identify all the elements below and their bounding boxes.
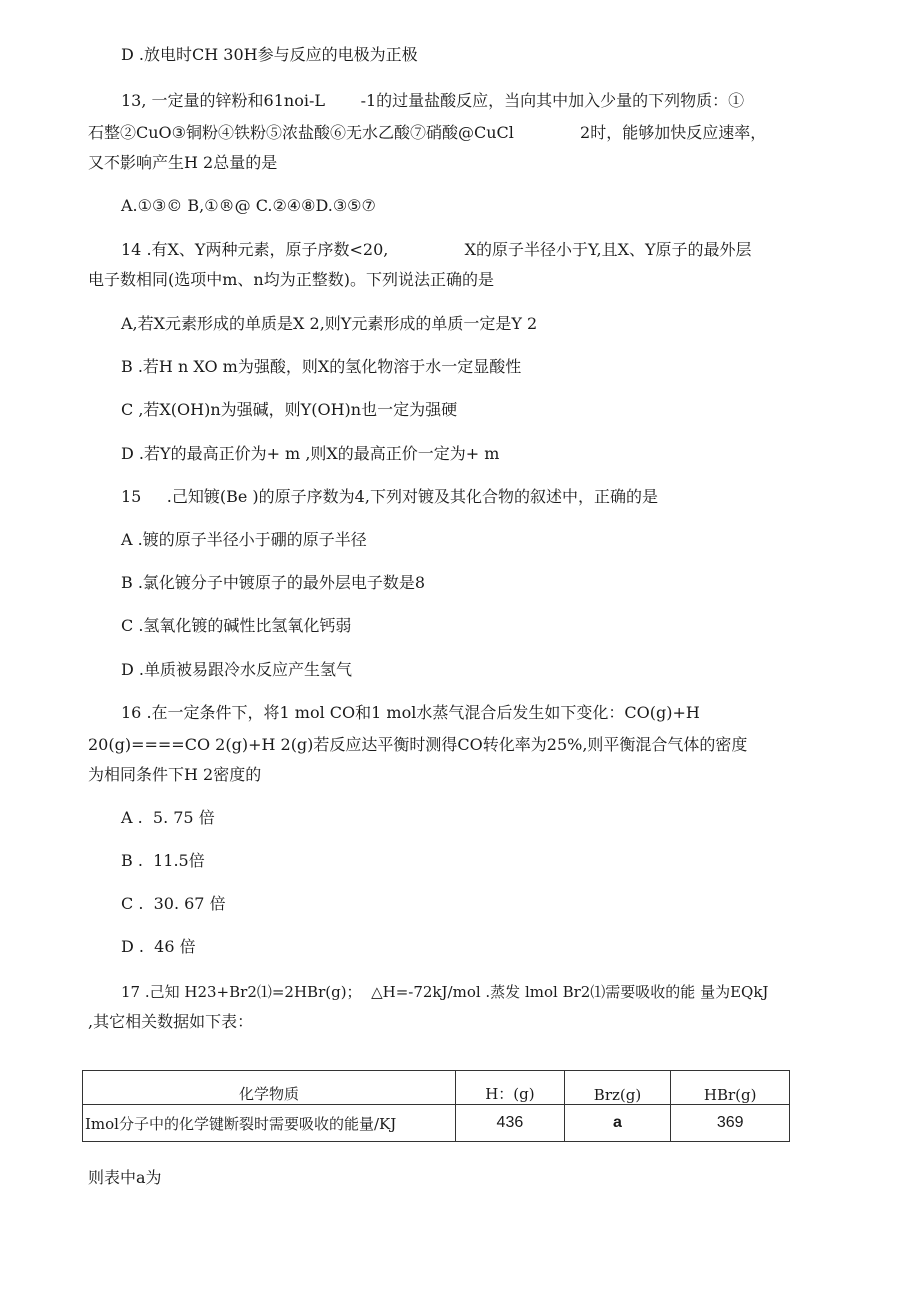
q12-option-d: D .放电时CH 30H参与反应的电极为正极 <box>121 45 418 64</box>
q13-options: A.①③© B,①®@ C.②④⑧D.③⑤⑦ <box>121 196 376 215</box>
q14-stem-line1: 14 .有X、Y两种元素，原子序数<20, X的原子半径小于Y,且X、Y原子的最外层 <box>121 240 752 259</box>
q14-option-c: C ,若X(OH)n为强碱，则Y(OH)n也一定为强硬 <box>121 400 458 419</box>
q17-stem-line2: ,其它相关数据如下表： <box>88 1012 254 1031</box>
table-header-hbr: HBr(g) <box>671 1071 790 1105</box>
q16-stem-line1: 16 .在一定条件下，将1 mol CO和1 mol水蒸气混合后发生如下变化：CO(g)+H <box>121 703 700 722</box>
q14-option-b: B .若H n XO m为强酸，则X的氢化物溶于水一定显酸性 <box>121 357 522 376</box>
q16-option-a: A . 5. 75 倍 <box>121 808 215 827</box>
bond-energy-table <box>82 1070 790 1142</box>
q15-option-b: B .氯化镀分子中镀原子的最外层电子数是8 <box>121 573 426 592</box>
q15-stem: 15 .己知镀(Be )的原子序数为4,下列对镀及其化合物的叙述中，正确的是 <box>121 487 658 506</box>
q17-stem-line1: 17 .己知 H23+Br2⑴=2HBr(g)； △H=-72kJ/mol .蒸发 lmol Br2⑴需要吸收的能 量为EQkJ <box>121 983 769 1001</box>
q16-stem-line2: 20(g)====CO 2(g)+H 2(g)若反应达平衡时测得CO转化率为25%,则平衡混合气体的密度 <box>88 735 748 754</box>
table-row-label: Imol分子中的化学键断裂时需要吸收的能量/KJ <box>83 1105 456 1142</box>
q13-stem-line3: 又不影响产生H 2总量的是 <box>88 153 278 172</box>
q15-option-c: C .氢氧化镀的碱性比氢氧化钙弱 <box>121 616 352 635</box>
table-header-substance: 化学物质 <box>83 1071 456 1105</box>
q16-option-b: B . 11.5倍 <box>121 851 205 870</box>
q15-option-a: A .镀的原子半径小于硼的原子半径 <box>121 530 367 549</box>
q13-stem-line2: 石整②CuO③铜粉④铁粉⑤浓盐酸⑥无水乙酸⑦硝酸@CuCl 2时，能够加快反应速率， <box>88 123 767 142</box>
q16-stem-line3: 为相同条件下H 2密度的 <box>88 765 262 784</box>
table-header-h2: H：(g) <box>456 1071 565 1105</box>
q14-option-d: D .若Y的最高正价为+ m ,则X的最高正价一定为+ m <box>121 444 500 463</box>
table-row <box>83 1105 790 1142</box>
table-cell-br2-energy: a <box>564 1105 671 1142</box>
table-cell-h2-energy: 436 <box>456 1105 565 1142</box>
q13-stem-line1: 13, 一定量的锌粉和61noi-L -1的过量盐酸反应，当向其中加入少量的下列物质：① <box>121 91 745 110</box>
q14-stem-line2: 电子数相同(选项中m、n均为正整数)。下列说法正确的是 <box>88 270 494 289</box>
table-cell-hbr-energy: 369 <box>671 1105 790 1142</box>
q15-option-d: D .单质被易跟冷水反应产生氢气 <box>121 660 353 679</box>
q17-followup: 则表中a为 <box>88 1168 162 1187</box>
table-header-row <box>83 1071 790 1105</box>
q16-option-d: D . 46 倍 <box>121 937 196 956</box>
q16-option-c: C . 30. 67 倍 <box>121 894 226 913</box>
q14-option-a: A,若X元素形成的单质是X 2,则Y元素形成的单质一定是Y 2 <box>121 314 538 333</box>
table-header-br2: Brz(g) <box>564 1071 671 1105</box>
